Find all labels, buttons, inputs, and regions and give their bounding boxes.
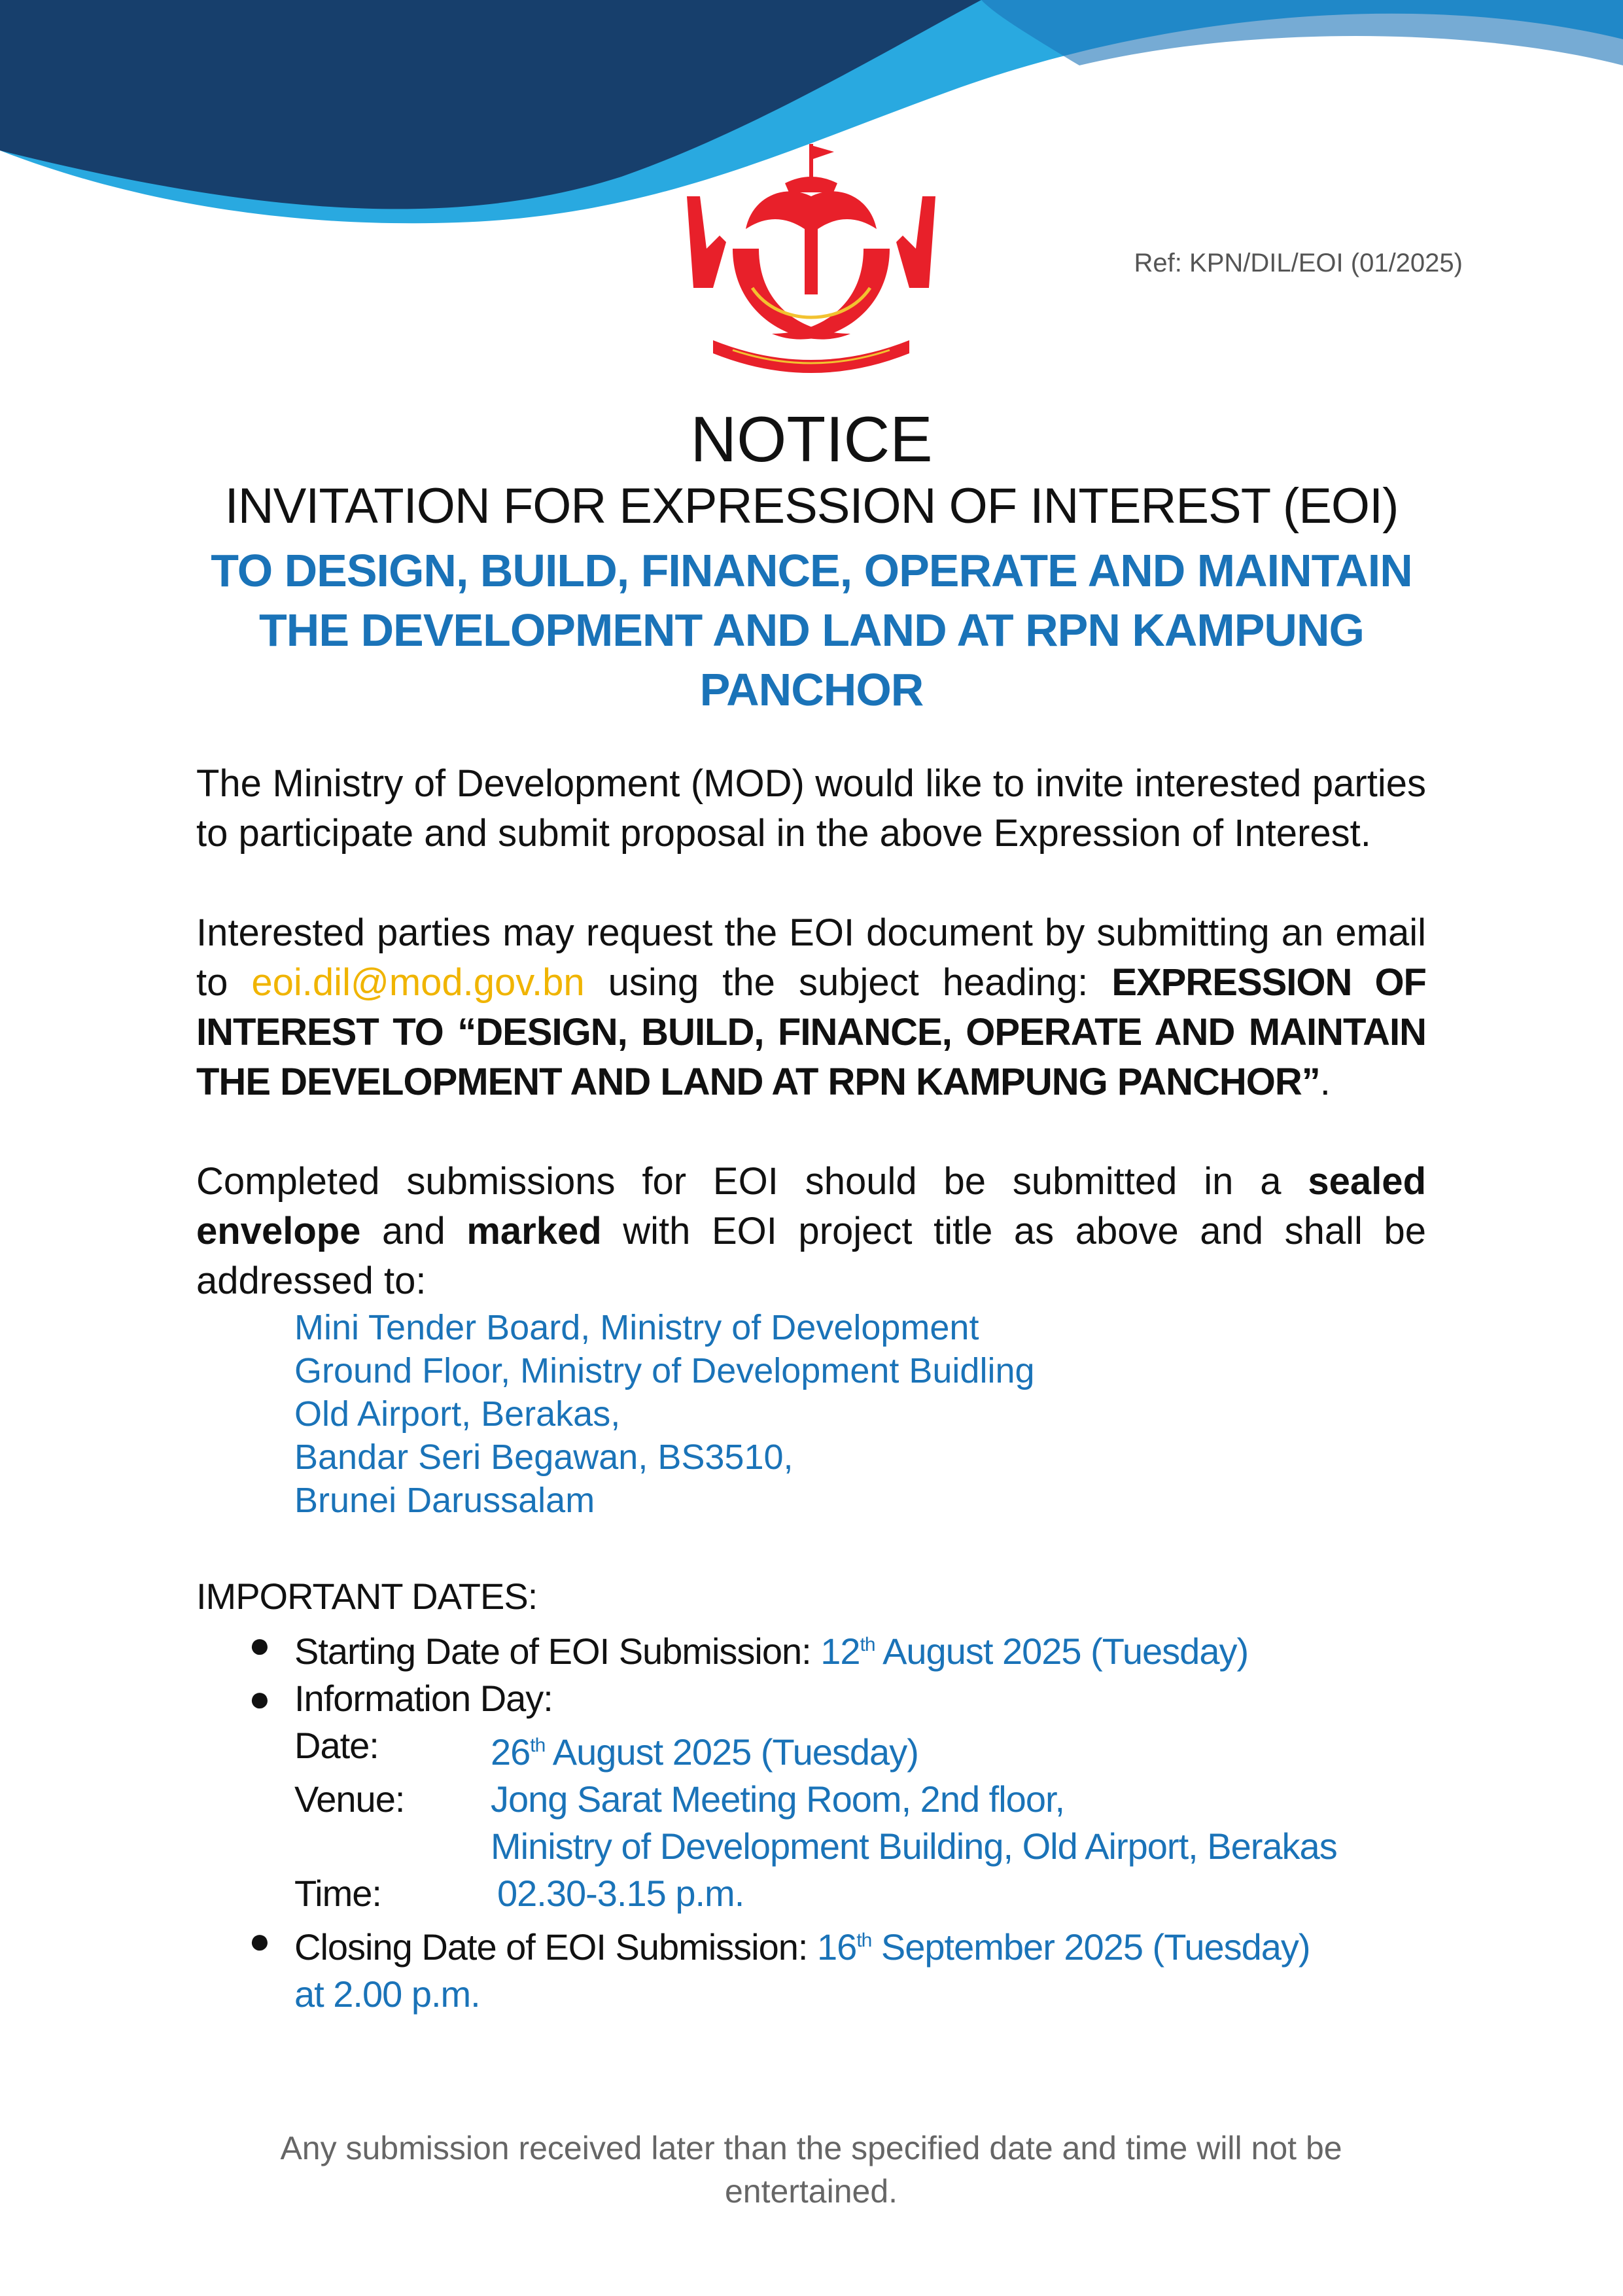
info-date-label: Date: [294,1725,379,1766]
start-date-value: 12th August 2025 (Tuesday) [820,1631,1249,1672]
closing-date-label: Closing Date of EOI Submission: [294,1926,818,1968]
notice-body [196,759,1426,2018]
info-time-label: Time: [294,1873,381,1914]
info-date-row [294,1722,1426,1776]
intro-paragraph: The Ministry of Development (MOD) would like to invite interested parties to participate and submit proposal in the above Expression of Interest. [196,762,1426,855]
submission-text-3: with EOI project title as above and shall be addressed to: [196,1210,1427,1302]
project-title-line-3: PANCHOR [699,663,924,715]
info-venue-label: Venue: [294,1778,405,1820]
submission-text-1: Completed submissions for EOI should be submitted in a [196,1160,1308,1203]
contact-email-link[interactable]: eoi.dil@mod.gov.bn [251,961,585,1004]
eoi-heading: INVITATION FOR EXPRESSION OF INTEREST (EOI) [224,478,1399,534]
information-day-label: Information Day: [294,1678,553,1719]
request-text-before: Interested parties may request the EOI document by submitting an email to [196,911,1426,1004]
address-line: Bandar Seri Begawan, BS3510, [294,1438,794,1477]
late-submission-disclaimer: Any submission received later than the specified date and time will not be entertained. [280,2130,1342,2210]
list-item [249,1917,1426,2018]
request-paragraph [196,908,1426,1107]
reference-number: Ref: KPN/DIL/EOI (01/2025) [1134,249,1463,277]
project-title-line-2: THE DEVELOPMENT AND LAND AT RPN KAMPUNG [259,604,1364,656]
closing-date-value: 16th September 2025 (Tuesday) at 2.00 p.m. [294,1926,1310,2015]
project-title-line-1: TO DESIGN, BUILD, FINANCE, OPERATE AND MAINTAIN [211,544,1412,596]
project-title [131,541,1492,720]
info-time-row [294,1870,1426,1917]
address-line: Old Airport, Berakas, [294,1394,621,1434]
info-venue-row [294,1776,1426,1870]
submission-text-2: and [360,1210,467,1252]
important-dates-heading: IMPORTANT DATES: [196,1576,538,1617]
important-dates-list [196,1621,1426,2018]
list-item [249,1675,1426,1917]
title-block [131,402,1492,720]
marked-emphasis: marked [466,1210,602,1252]
sealed-envelope-emphasis: sealed envelope [196,1160,1426,1252]
start-date-label: Starting Date of EOI Submission: [294,1631,821,1672]
bullet-icon: ● [249,1678,270,1719]
submission-paragraph [196,1157,1426,1306]
brunei-crest-emblem [674,137,949,380]
bullet-icon: ● [249,1624,270,1665]
notice-heading: NOTICE [690,403,933,475]
submission-address [294,1306,1426,1522]
request-text-end: . [1319,1061,1331,1103]
request-text-middle: using the subject heading: [584,961,1112,1004]
info-date-value: 26th August 2025 (Tuesday) [491,1731,918,1773]
address-line: Mini Tender Board, Ministry of Development [294,1308,979,1347]
info-venue-value: Jong Sarat Meeting Room, 2nd floor, Ministry of Development Building, Old Airport, Berakas [491,1778,1337,1867]
bullet-icon: ● [249,1920,270,1961]
address-line: Brunei Darussalam [294,1481,595,1520]
email-subject-heading: EXPRESSION OF INTEREST TO “DESIGN, BUILD, FINANCE, OPERATE AND MAINTAIN THE DEVELOPMENT AND LAND AT RPN KAMPUNG PANCHOR” [196,961,1426,1103]
address-line: Ground Floor, Ministry of Development Buidling [294,1351,1035,1390]
info-time-value: 02.30-3.15 p.m. [497,1873,744,1914]
list-item [249,1621,1426,1675]
